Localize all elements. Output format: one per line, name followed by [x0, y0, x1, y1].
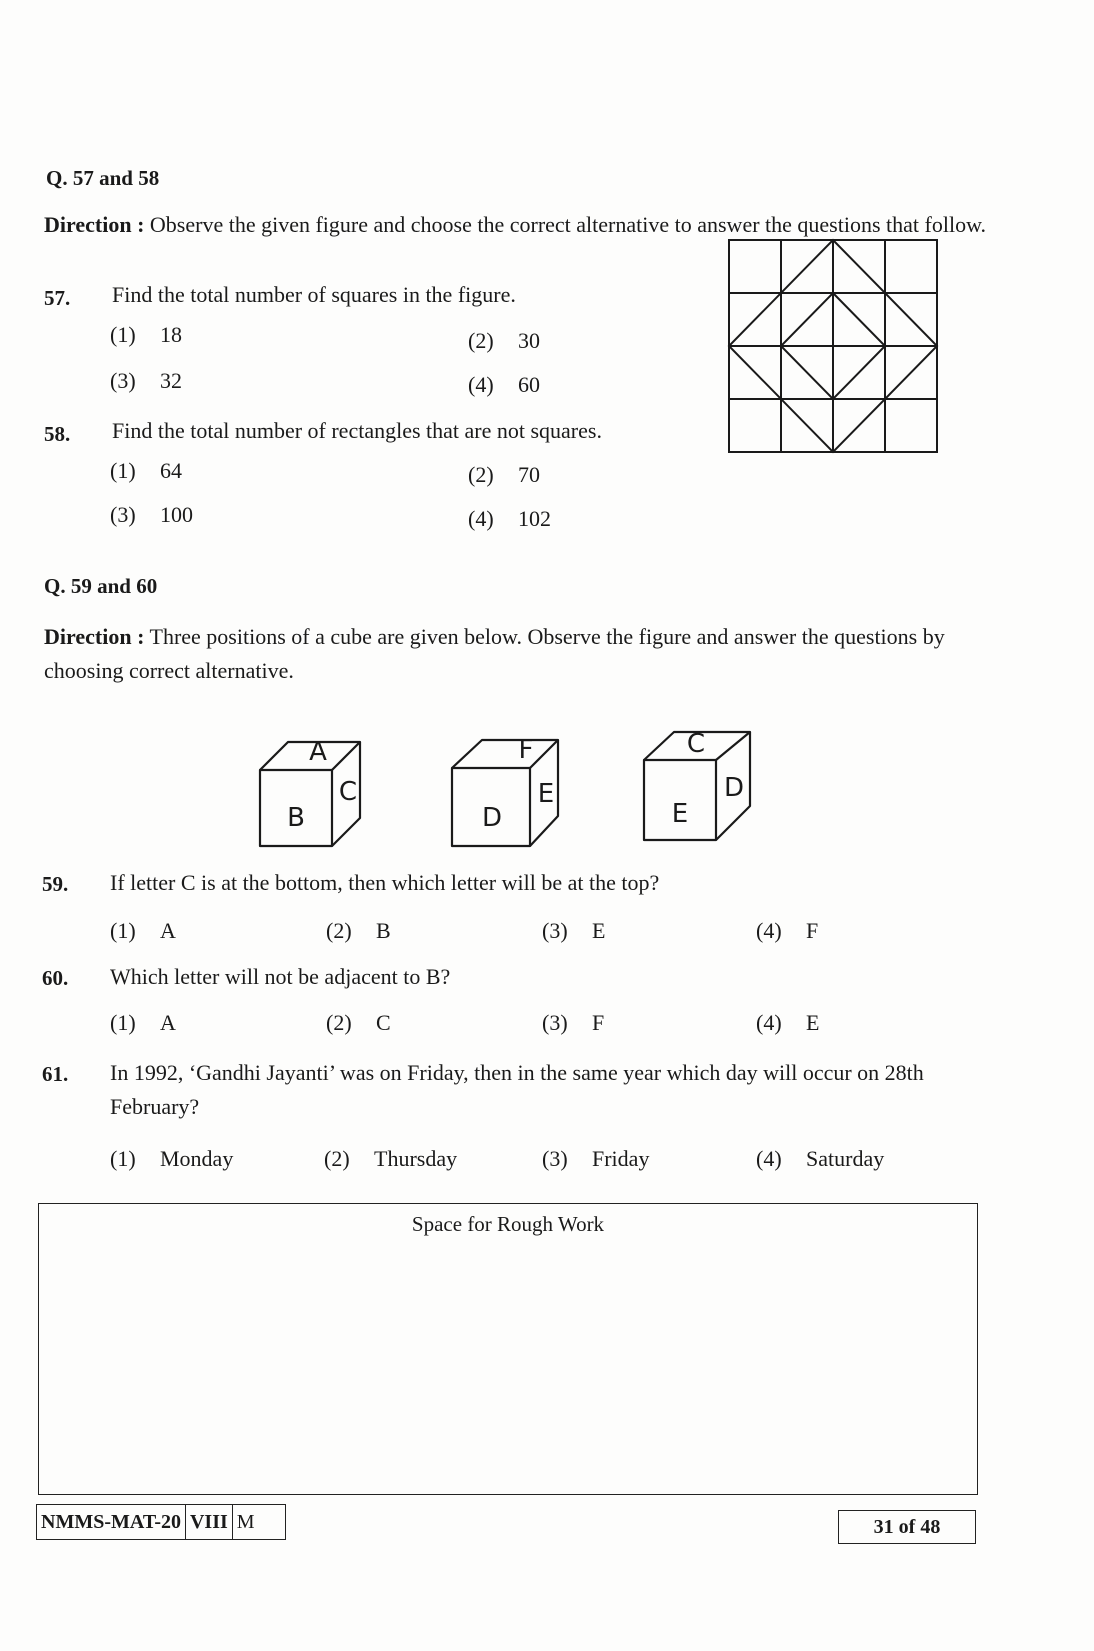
q58-option-2[interactable]: [468, 462, 540, 488]
q61-option-4[interactable]: [756, 1146, 884, 1172]
option-number: (2): [326, 918, 352, 943]
option-text: E: [592, 918, 606, 943]
q60-text: Which letter will not be adjacent to B?: [110, 964, 451, 989]
direction-label: Direction :: [44, 624, 145, 649]
q59-number: 59.: [42, 872, 69, 896]
option-text: 30: [518, 328, 540, 353]
q59-option-3[interactable]: [542, 918, 605, 944]
rough-work-title: Space for Rough Work: [411, 1212, 605, 1236]
option-number: (4): [756, 1010, 782, 1035]
direction-text: Observe the given figure and choose the correct alternative to answer the questions that follow.: [149, 212, 987, 237]
option-number: (3): [110, 502, 136, 527]
q57-number: 57.: [44, 286, 71, 310]
option-text: E: [806, 1010, 820, 1035]
option-text: 18: [160, 322, 182, 347]
option-text: 102: [518, 506, 551, 531]
option-number: (1): [110, 1146, 136, 1171]
direction-label: Direction :: [44, 212, 145, 237]
q61-option-3[interactable]: [542, 1146, 649, 1172]
cube-3-top-label: C: [686, 729, 706, 759]
option-number: (1): [110, 1010, 136, 1035]
q57-option-2[interactable]: [468, 328, 540, 354]
q59-option-4[interactable]: [756, 918, 818, 944]
q60-option-2[interactable]: [326, 1010, 391, 1036]
option-text: A: [160, 918, 176, 943]
q61-text-line1: In 1992, ‘Gandhi Jayanti’ was on Friday, then in the same year which day will occur on 28th: [110, 1060, 924, 1085]
option-text: 60: [518, 372, 540, 397]
q60-option-1[interactable]: [110, 1010, 176, 1036]
option-text: F: [806, 918, 819, 943]
q60-option-4[interactable]: [756, 1010, 819, 1036]
option-text: Thursday: [374, 1146, 458, 1171]
direction-59-60: [44, 620, 994, 688]
cube-figures: [240, 720, 760, 850]
option-number: (2): [468, 462, 494, 487]
option-number: (4): [468, 372, 494, 397]
cube-1-front-label: B: [287, 803, 305, 833]
option-number: (3): [542, 1010, 568, 1035]
q58-option-4[interactable]: [468, 506, 551, 532]
option-number: (3): [542, 1146, 568, 1171]
q61-text-line2: February?: [110, 1094, 200, 1119]
squares-grid-figure: [727, 238, 939, 454]
q61-option-2[interactable]: [324, 1146, 457, 1172]
option-number: (2): [324, 1146, 350, 1171]
option-number: (3): [110, 368, 136, 393]
paper-medium: M: [236, 1510, 255, 1533]
cube-1-top-label: A: [309, 737, 327, 767]
paper-class: VIII: [186, 1505, 233, 1539]
q57-text: Find the total number of squares in the figure.: [112, 282, 516, 307]
cube-2-side-label: E: [537, 779, 555, 809]
cube-1-side-label: C: [338, 777, 358, 807]
q60-number: 60.: [42, 966, 69, 990]
q58-option-3[interactable]: [110, 502, 193, 528]
option-number: (4): [756, 1146, 782, 1171]
q59-text: If letter C is at the bottom, then which letter will be at the top?: [110, 870, 660, 895]
option-text: Saturday: [806, 1146, 885, 1171]
option-text: 64: [160, 458, 182, 483]
q59-option-1[interactable]: [110, 918, 176, 944]
option-text: 100: [160, 502, 193, 527]
paper-code: NMMS-MAT-20: [37, 1505, 186, 1539]
paper-code-box: [36, 1504, 286, 1540]
rough-work-box: [38, 1203, 978, 1495]
q60-option-3[interactable]: [542, 1010, 604, 1036]
option-text: A: [160, 1010, 176, 1035]
page-number: 31 of 48: [838, 1510, 976, 1544]
q58-option-1[interactable]: [110, 458, 182, 484]
option-text: F: [592, 1010, 605, 1035]
cube-3-side-label: D: [723, 773, 745, 803]
option-text: B: [376, 918, 391, 943]
option-text: 32: [160, 368, 182, 393]
section-heading-59-60: Q. 59 and 60: [44, 574, 158, 598]
q59-option-2[interactable]: [326, 918, 391, 944]
direction-57-58: [44, 208, 994, 242]
q61-option-1[interactable]: [110, 1146, 233, 1172]
option-text: Monday: [160, 1146, 234, 1171]
q61-number: 61.: [42, 1062, 69, 1086]
option-number: (3): [542, 918, 568, 943]
option-number: (4): [468, 506, 494, 531]
q58-number: 58.: [44, 422, 71, 446]
q57-option-1[interactable]: [110, 322, 182, 348]
option-text: Friday: [592, 1146, 650, 1171]
cube-2-front-label: D: [481, 803, 503, 833]
option-number: (1): [110, 918, 136, 943]
option-text: 70: [518, 462, 540, 487]
option-number: (1): [110, 322, 136, 347]
cube-3-front-label: E: [671, 799, 689, 829]
section-heading-57-58: Q. 57 and 58: [46, 166, 160, 190]
q58-text: Find the total number of rectangles that are not squares.: [112, 418, 602, 443]
cube-2-top-label: F: [518, 735, 534, 765]
direction-text: Three positions of a cube are given below. Observe the figure and answer the questions by choosing correct alternative.: [44, 624, 945, 683]
option-number: (2): [468, 328, 494, 353]
q57-option-3[interactable]: [110, 368, 182, 394]
option-text: C: [376, 1010, 391, 1035]
option-number: (1): [110, 458, 136, 483]
option-number: (4): [756, 918, 782, 943]
q57-option-4[interactable]: [468, 372, 540, 398]
option-number: (2): [326, 1010, 352, 1035]
